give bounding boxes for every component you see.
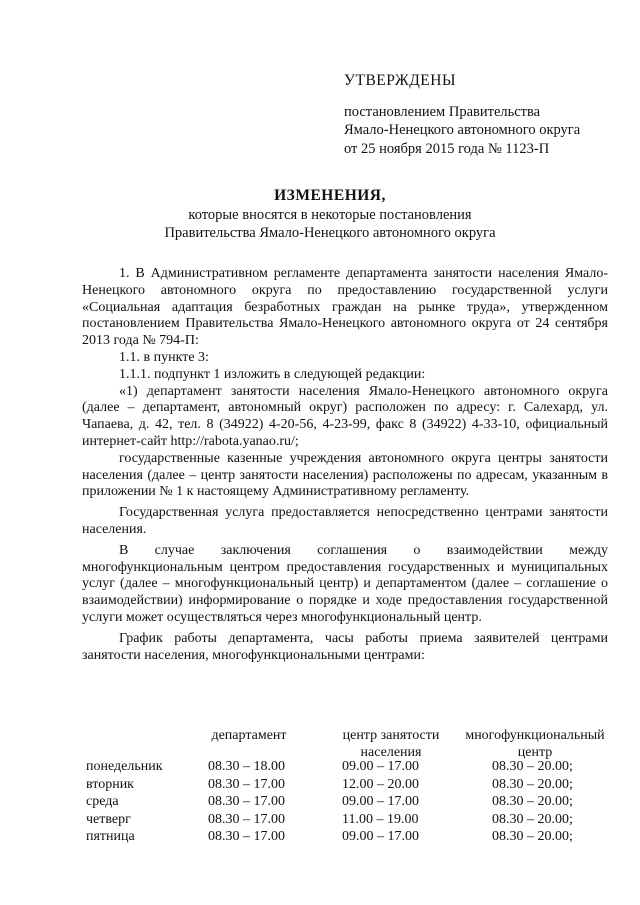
schedule-center-hours: 09.00 – 17.00 bbox=[342, 829, 419, 845]
schedule-mfc-hours: 08.30 – 20.00; bbox=[492, 794, 573, 810]
schedule-mfc-hours: 08.30 – 20.00; bbox=[492, 811, 573, 827]
schedule-header-employment-center-line-1: центр занятости bbox=[342, 728, 440, 743]
schedule-header-mfc-line-1: многофункциональный bbox=[465, 728, 605, 743]
schedule-rows bbox=[82, 758, 612, 846]
paragraph-state-institutions: государственные казенные учреждения автономного округа центры занятости населения (далее – центр занятости населения) расположены по адресам, указанным в приложении № 1 к настоящему Административному регламенту. bbox=[82, 450, 608, 500]
title-main: ИЗМЕНЕНИЯ, bbox=[274, 187, 386, 204]
paragraph-1-1-1: 1.1.1. подпункт 1 изложить в следующей редакции: bbox=[119, 366, 426, 382]
schedule-day: среда bbox=[86, 794, 119, 810]
schedule-mfc-hours: 08.30 – 20.00; bbox=[492, 829, 573, 845]
schedule-header-mfc bbox=[460, 727, 610, 761]
schedule-dept-hours: 08.30 – 17.00 bbox=[208, 829, 285, 845]
schedule-mfc-hours: 08.30 – 20.00; bbox=[492, 759, 573, 774]
schedule-center-hours: 09.00 – 17.00 bbox=[342, 794, 419, 810]
schedule-dept-hours: 08.30 – 17.00 bbox=[208, 794, 285, 810]
title-subtitle-2: Правительства Ямало-Ненецкого автономного округа bbox=[164, 225, 496, 241]
schedule-center-hours: 11.00 – 19.00 bbox=[342, 811, 419, 827]
schedule-mfc-hours: 08.30 – 20.00; bbox=[492, 776, 573, 792]
approval-heading: УТВЕРЖДЕНЫ bbox=[344, 72, 456, 89]
schedule-row bbox=[82, 776, 612, 794]
schedule-row bbox=[82, 811, 612, 829]
schedule-day: четверг bbox=[86, 811, 131, 827]
schedule-row bbox=[82, 758, 612, 776]
schedule-row bbox=[82, 828, 612, 846]
paragraph-service-provision: Государственная услуга предоставляется непосредственно центрами занятости населения. bbox=[82, 505, 608, 537]
document-title bbox=[80, 187, 580, 243]
schedule-header-mfc-line-2: центр bbox=[517, 745, 553, 760]
schedule-dept-hours: 08.30 – 18.00 bbox=[208, 759, 285, 774]
approval-line-3: от 25 ноября 2015 года № 1123-П bbox=[344, 140, 550, 157]
schedule-day: понедельник bbox=[86, 759, 163, 774]
schedule-header-dept: департамент bbox=[211, 728, 287, 743]
schedule-header-employment-center-line-2: населения bbox=[360, 745, 422, 760]
schedule-day: вторник bbox=[86, 776, 134, 792]
schedule-row bbox=[82, 793, 612, 811]
schedule-day: пятница bbox=[86, 829, 135, 845]
schedule-center-hours: 09.00 – 17.00 bbox=[342, 759, 419, 774]
approval-line-2: Ямало-Ненецкого автономного округа bbox=[344, 122, 581, 138]
paragraph-1-1: 1.1. в пункте 3: bbox=[119, 349, 209, 365]
schedule-dept-hours: 08.30 – 17.00 bbox=[208, 776, 285, 792]
schedule-center-hours: 12.00 – 20.00 bbox=[342, 776, 419, 792]
paragraph-1: 1. В Административном регламенте департамента занятости населения Ямало-Ненецкого автономного округа по предоставлению государственной услуги «Социальная адаптация безработных граждан на рынке труда», утвержденном постановлением Правительства Ямало-Ненецкого автономного округа от 24 сентября 2013 года № 794-П: bbox=[82, 266, 608, 349]
document-body bbox=[82, 266, 608, 664]
paragraph-mfc-agreement: В случае заключения соглашения о взаимодействии между многофункциональным центром предоставления государственных и муниципальных услуг (далее – многофункциональный центр) и департаментом (далее – соглашение о взаимодействии) информирование о порядке и ходе предоставления государственной услуги может осуществляться через многофункциональный центр. bbox=[82, 542, 608, 625]
schedule-dept-hours: 08.30 – 17.00 bbox=[208, 811, 285, 827]
paragraph-schedule-intro: График работы департамента, часы работы приема заявителей центрами занятости населения, многофункциональными центрами: bbox=[82, 630, 608, 663]
title-subtitle-1: которые вносятся в некоторые постановления bbox=[188, 206, 472, 223]
schedule-header-employment-center bbox=[328, 727, 454, 761]
approval-stamp bbox=[344, 72, 580, 158]
paragraph-subitem-1: «1) департамент занятости населения Ямало-Ненецкого автономного округа (далее – департамент, автономный округ) расположен по адресу: г. Салехард, ул. Чапаева, д. 42, тел. 8 (34922) 4-20-56, 4-23-99, факс 8 (34922) 4-33-10, официальный интернет-сайт http://rabota.yanao.ru/; bbox=[82, 383, 608, 449]
approval-line-1: постановлением Правительства bbox=[344, 103, 541, 120]
